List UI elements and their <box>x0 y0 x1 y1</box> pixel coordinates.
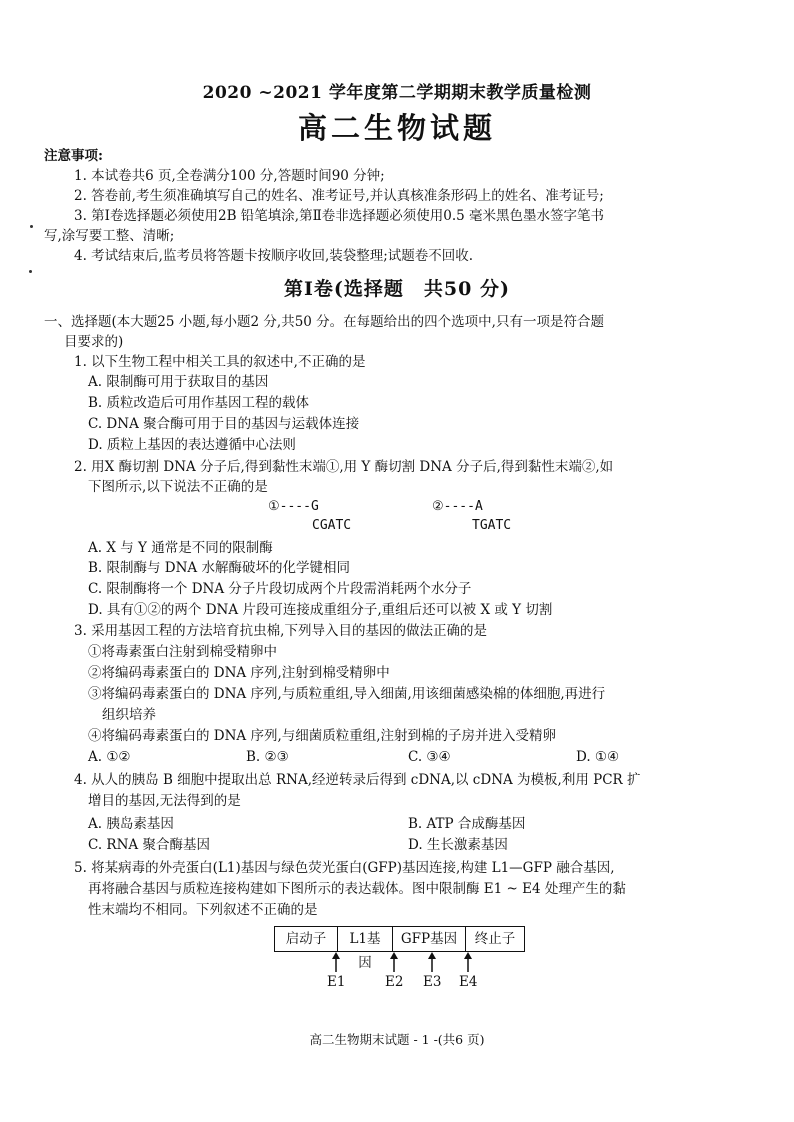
q3-option-b: B. ②③ <box>246 749 289 765</box>
q1-option-c: C. DNA 聚合酶可用于目的基因与运载体连接 <box>88 416 360 432</box>
q4-option-a: A. 胰岛素基因 <box>88 816 174 832</box>
q3-statement-2: ②将编码毒素蛋白的 DNA 序列,注射到棉受精卵中 <box>88 665 390 681</box>
enzyme-label-e2: E2 <box>385 974 404 990</box>
q2-option-b: B. 限制酶与 DNA 水解酶破坏的化学键相同 <box>88 560 350 576</box>
expression-vector-diagram <box>274 926 525 971</box>
enzyme-label-e3: E3 <box>423 974 442 990</box>
q2-option-a: A. X 与 Y 通常是不同的限制酶 <box>88 540 273 556</box>
notice-item: 2. 答卷前,考生须准确填写自己的姓名、准考证号,并认真核准条形码上的姓名、准考证号; <box>74 188 604 204</box>
q3-option-c: C. ③④ <box>408 749 451 765</box>
scan-speck <box>30 225 33 228</box>
enzyme-label-e1: E1 <box>327 974 346 990</box>
part-intro: 一、选择题(本大题25 小题,每小题2 分,共50 分。在每题给出的四个选项中,只有一项是符合题 <box>44 314 604 330</box>
notice-heading: 注意事项: <box>44 148 103 164</box>
question-4-stem: 增目的基因,无法得到的是 <box>88 793 241 809</box>
sticky-end-1-bottom: CGATC <box>312 518 352 533</box>
q3-statement-1: ①将毒素蛋白注射到棉受精卵中 <box>88 644 277 660</box>
q3-option-a: A. ①② <box>88 749 131 765</box>
q4-option-d: D. 生长激素基因 <box>408 837 508 853</box>
question-1-stem: 1. 以下生物工程中相关工具的叙述中,不正确的是 <box>74 354 366 370</box>
q3-option-d: D. ①④ <box>576 749 620 765</box>
vector-segment-terminator: 终止子 <box>474 931 516 947</box>
notice-item: 3. 第Ⅰ卷选择题必须使用2B 铅笔填涂,第Ⅱ卷非选择题必须使用0.5 毫米黑色墨水签字笔书 <box>74 208 605 224</box>
question-5-stem: 5. 将某病毒的外壳蛋白(L1)基因与绿色荧光蛋白(GFP)基因连接,构建 L1—GFP 融合基因, <box>74 860 615 876</box>
q2-option-c: C. 限制酶将一个 DNA 分子片段切成两个片段需消耗两个水分子 <box>88 581 472 597</box>
arrow-up-icon <box>388 952 400 972</box>
notice-item: 1. 本试卷共6 页,全卷满分100 分,答题时间90 分钟; <box>74 168 385 184</box>
sticky-end-2-top: ②----A <box>432 499 483 514</box>
notice-item: 4. 考试结束后,监考员将答题卡按顺序收回,装袋整理;试题卷不回收. <box>74 248 474 264</box>
q2-option-d: D. 具有①②的两个 DNA 片段可连接成重组分子,重组后还可以被 X 或 Y 切割 <box>88 602 553 618</box>
vector-segment-l1-gene: L1基因 <box>338 927 393 951</box>
vector-segment-promoter: 启动子 <box>275 927 338 951</box>
arrow-up-icon <box>330 952 342 972</box>
sticky-end-2-bottom: TGATC <box>472 518 512 533</box>
section-title: 第Ⅰ卷(选择题 共50 分) <box>284 278 510 300</box>
notice-item: 写,涂写要工整、清晰; <box>44 228 175 244</box>
part-intro: 目要求的) <box>64 334 124 350</box>
q1-option-d: D. 质粒上基因的表达遵循中心法则 <box>88 437 296 453</box>
enzyme-label-e4: E4 <box>459 974 478 990</box>
q4-option-b: B. ATP 合成酶基因 <box>408 816 526 832</box>
vector-segment-gfp-gene: GFP基因 <box>393 927 466 951</box>
page-footer: 高二生物期末试题 - 1 -(共6 页) <box>309 1032 485 1047</box>
question-4-stem: 4. 从人的胰岛 B 细胞中提取出总 RNA,经逆转录后得到 cDNA,以 cDNA 为模板,利用 PCR 扩 <box>74 772 641 788</box>
exam-header: 2020 ~2021 学年度第二学期期末教学质量检测 <box>202 83 592 103</box>
question-2-stem: 2. 用X 酶切割 DNA 分子后,得到黏性末端①,用 Y 酶切割 DNA 分子后,得到黏性末端②,如 <box>74 459 614 475</box>
arrow-up-icon <box>426 952 438 972</box>
q1-option-a: A. 限制酶可用于获取目的基因 <box>88 374 269 390</box>
scan-speck <box>29 270 32 273</box>
question-5-stem: 性末端均不相同。下列叙述不正确的是 <box>88 902 318 918</box>
q4-option-c: C. RNA 聚合酶基因 <box>88 837 210 853</box>
q1-option-b: B. 质粒改造后可用作基因工程的载体 <box>88 395 310 411</box>
arrow-up-icon <box>462 952 474 972</box>
q3-statement-4: ④将编码毒素蛋白的 DNA 序列,与细菌质粒重组,注射到棉的子房并进入受精卵 <box>88 728 557 744</box>
q3-statement-3-cont: 组织培养 <box>102 707 156 723</box>
sticky-end-1-top: ①----G <box>268 499 319 514</box>
question-2-stem: 下图所示,以下说法不正确的是 <box>88 479 268 495</box>
question-3-stem: 3. 采用基因工程的方法培育抗虫棉,下列导入目的基因的做法正确的是 <box>74 623 487 639</box>
q3-statement-3: ③将编码毒素蛋白的 DNA 序列,与质粒重组,导入细菌,用该细菌感染棉的体细胞,再进行 <box>88 686 606 702</box>
page-title: 高二生物试题 <box>297 111 496 145</box>
question-5-stem: 再将融合基因与质粒连接构建如下图所示的表达载体。图中限制酶 E1 ~ E4 处理产生的黏 <box>88 881 626 897</box>
